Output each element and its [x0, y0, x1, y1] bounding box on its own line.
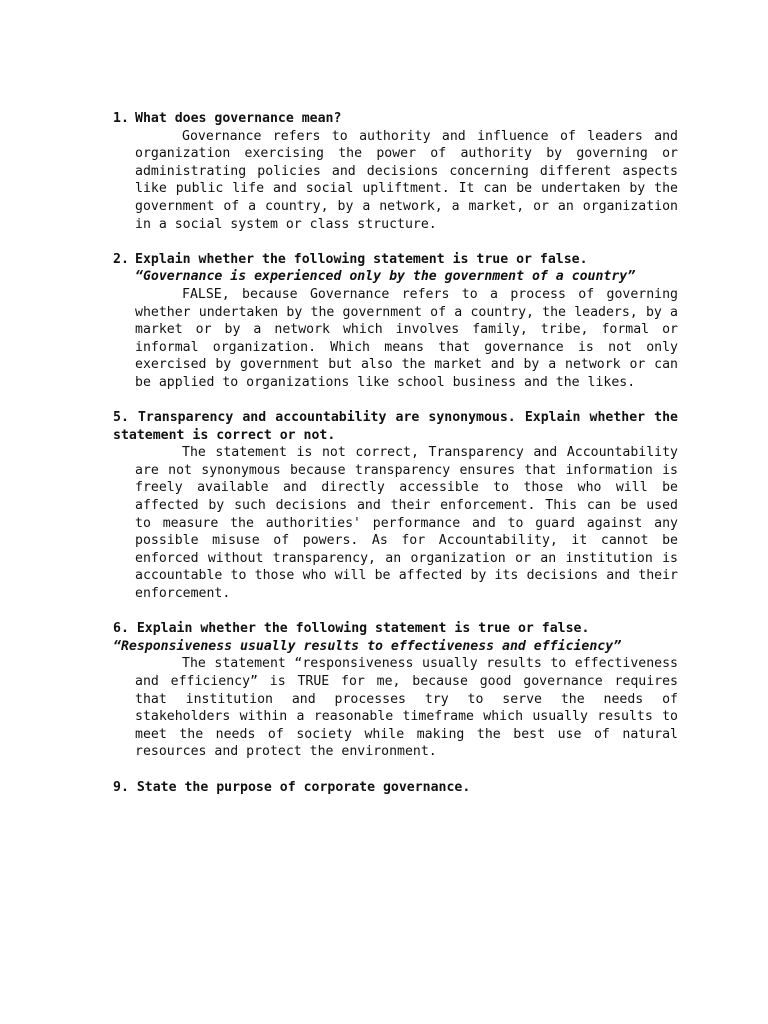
- question-item-5: [113, 409, 678, 603]
- question-number: 2.: [113, 251, 129, 267]
- quoted-statement: “Governance is experienced only by the government of a country”: [135, 269, 636, 285]
- quoted-statement: “Responsiveness usually results to effectiveness and efficiency”: [113, 638, 622, 654]
- question-number: 9.: [113, 779, 129, 795]
- question-number: 5.: [113, 410, 129, 426]
- question-item-1: [113, 110, 678, 233]
- question-text: Explain whether the following statement is true or false.: [136, 621, 590, 637]
- question-text: What does governance mean?: [135, 111, 342, 126]
- question-heading: [113, 409, 678, 444]
- question-text: Transparency and accountability are synonymous. Explain whether the statement is correct or not.: [113, 410, 678, 443]
- question-heading: [113, 110, 678, 128]
- question-item-6: [113, 620, 678, 761]
- question-heading: [113, 779, 678, 797]
- answer-paragraph: FALSE, because Governance refers to a process of governing whether undertaken by the government of a country, the leaders, by a market or by a network which involves family, tribe, formal or informal organization. Which means that governance is not only exercised by government but also the market and by a network or can be applied to organizations like school business and the likes.: [135, 286, 678, 390]
- question-item-9: [113, 779, 678, 797]
- question-number: 6.: [113, 621, 129, 637]
- answer-paragraph: Governance refers to authority and influence of leaders and organization exercising the power of authority by governing or administrating policies and decisions concerning different aspects like public life and social upliftment. It can be undertaken by the government of a country, by a network, a market, or an organization in a social system or class structure.: [135, 128, 678, 232]
- answer-paragraph: The statement is not correct, Transparency and Accountability are not synonymous because transparency ensures that information is freely available and directly accessible to those who will be affected by such decisions and their enforcement. This can be used to measure the authorities' performance and to guard against any possible misuse of powers. As for Accountability, it cannot be enforced without transparency, an organization or an institution is accountable to those who will be affected by its decisions and their enforcement.: [135, 445, 678, 602]
- question-item-2: [113, 251, 678, 392]
- question-text: Explain whether the following statement is true or false.: [135, 251, 588, 267]
- question-number: 1.: [113, 111, 129, 126]
- question-text: State the purpose of corporate governance.: [136, 779, 471, 795]
- answer-paragraph: The statement “responsiveness usually results to effectiveness and efficiency” is TRUE for me, because good governance requires that institution and processes try to serve the needs of stakeholders within a reasonable timeframe which usually results to meet the needs of society while making the best use of natural resources and protect the environment.: [135, 656, 678, 760]
- question-heading: [113, 620, 678, 638]
- question-heading: [113, 251, 678, 269]
